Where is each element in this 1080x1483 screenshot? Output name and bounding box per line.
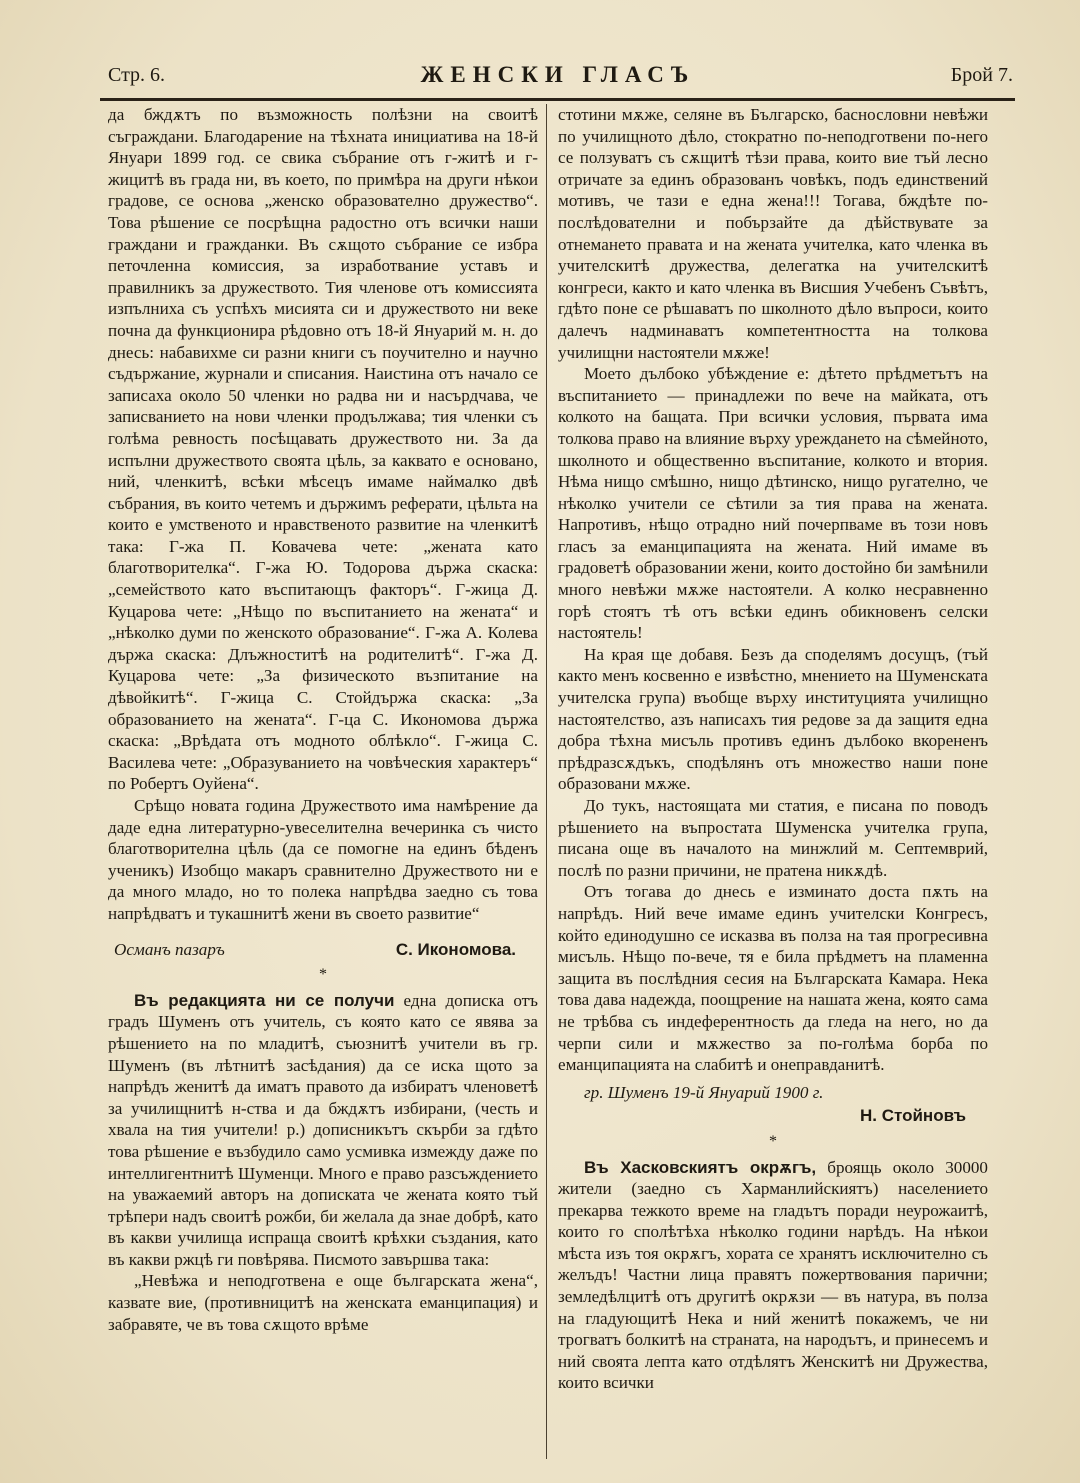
signature-place: Османъ пазаръ — [114, 939, 225, 959]
right-column — [558, 104, 988, 1394]
article-lead: Въ Хасковскиятъ окрѫгъ, — [584, 1157, 817, 1177]
article-paragraph: Срѣщо новата година Дружеството има намѣрение да даде една литературно-увеселителна вечеринка съ чисто благотворителна цѣль (да се помогне на единъ бѣденъ ученикъ) Изобщо макаръ сравнително Дружеството ни е да много младо, но то полека напрѣдва заедно съ това напрѣдватъ и тукашнитѣ жени въ своето развитие“ — [108, 796, 538, 923]
left-column — [108, 104, 538, 1335]
article-paragraph: До тукъ, настоящата ми статия, е писана по поводъ рѣшението на въпростата Шуменска учителка група, писана още въ началото на минжлий м. Септемврий, послѣ по разни причини, не пратена никѫдѣ. — [558, 796, 988, 880]
dateline: гр. Шуменъ 19-й Януарий 1900 г. — [584, 1082, 824, 1102]
header-rule — [100, 98, 1015, 101]
section-separator: * — [769, 1132, 777, 1150]
page-number: Стр. 6. — [108, 63, 166, 86]
section-separator: * — [319, 966, 327, 984]
masthead-title: ЖЕНСКИ ГЛАСЪ — [420, 62, 696, 87]
article-paragraph — [558, 1157, 988, 1395]
article-paragraph: стотини мѫже, селяне въ Българско, баснословни невѣжи по училищното дѣло, стократно по-неподготвени по-него се ползуватъ съ сѫщитѣ тѣзи права, които вие тъй лесно отричате за единъ образованъ човѣкъ, подъ единствений мотивъ, че тази е една жена!!! Тогава, бждѣте по-послѣдователни и побързайте да дѣйствувате за отнемането правата и на жената учителка, като членка въ учителскитѣ дружества, делегатка на учителскитѣ конгреси, както и като членка въ Висшия Учебенъ Съвѣтъ, гдѣто поне се рѣшаватъ по школното дѣло въпроси, които далечъ надминаватъ компетентността на толкова училищни настоятели мѫже! — [558, 105, 988, 362]
article-lead: Въ редакцията ни се получи — [134, 990, 395, 1010]
signature-line — [108, 939, 538, 961]
article-text: броящь около 30000 жители (заедно съ Харманлийскиятъ) населението прекарва тежкото време на гладътъ поради неурожаитѣ, които го сполѣтѣха нѣколко години нарѣдъ. На нѣкои мѣста изъ тоя окрѫгъ, хората се хранятъ исключително съ желъдъ! Частни лица правятъ пожертвования парични; земледѣлцитѣ отъ другитѣ окрѫзи — въ натура, въ полза на гладующитѣ Нека и ний женитѣ покажемъ, че ни трогватъ болкитѣ на страната, на народътъ, и принесемъ и ний своята лепта като отдѣлятъ Женскитѣ ни Дружества, които всички — [558, 1157, 988, 1393]
signature-author: С. Икономова. — [395, 939, 516, 959]
column-divider — [546, 104, 547, 1459]
issue-number: Брой 7. — [950, 63, 1013, 86]
page-header — [108, 58, 1013, 92]
signature-author: Н. Стойновъ — [859, 1106, 966, 1126]
article-paragraph: На края ще добавя. Безъ да споделямъ досущъ, (тъй както менъ косвенно е извѣстно, мнението на Шуменската учителска група) въобще върху институцията училищно настоятелство, азъ написахъ тия редове за да защитя една добра тѣхна мисъль противъ единъ дълбоко вкорененъ прѣдразсѫдъкъ, сподѣлянъ отъ множество наши поне образовани мѫже. — [558, 644, 988, 794]
article-text: една дописка отъ градъ Шуменъ отъ учитель, съ която като се явява за рѣшението на по младитѣ, съюзнитѣ учители въ гр. Шуменъ (въ лѣтнитѣ засѣдания) да се иска щото за напрѣдъ женитѣ да иматъ правото да избиратъ членоветѣ за училищнитѣ н-ства и да бждѫтъ избирани, (честь и хвала на тия учители! р.) дописникътъ скърби за гдѣто това рѣшение е възбудило само усмивка измежду даже по интеллигентнитѣ Шуменци. Много е право разсъждението на уважаемий авторъ на дописката че жената която тъй трѣпери надъ своитѣ рожби, би желала да знае добрѣ, като въ какви училища испраща своитѣ крѣхки създания, като въ какви ржцѣ ги повѣрява. Писмото завършва така: — [108, 990, 538, 1269]
article-paragraph: да бждѫтъ по възможность полѣзни на своитѣ съграждани. Благодарение на тѣхната инициатива на 18-й Януари 1899 год. се свика събрание отъ г-житѣ и г-жицитѣ въ града ни, въ което, по примѣра на други нѣкои градове, се основа „женско образователно дружество“. Това рѣшение се посрѣщна радостно отъ всички наши граждани и гражданки. Въ сѫщото събрание се избра петочленна комиссия, за изработвание уставъ и правилникъ за дружеството. Тия членове отъ комиссията изпълниха съ успѣхъ мисията си и дружеството ни веке почна да функционира рѣдовно отъ 18-й Януарий м. н. до днесь: набавихме си разни книги съ поучително и научно съдържание, журнали и списания. Наистина отъ начало се записаха около 50 членки но радва ни и насърдчава, че записванието на нови членки продължава; тия членки съ голѣма ревность посѣщавать дружеството ни. За да испълни дружеството своята цѣль, за каквато е основано, ний, членкитѣ, всѣки мѣсецъ имаме наймалко двѣ събрания, въ които четемъ и държимъ реферати, цѣльта на които е умственото и нравственото развитие на членкитѣ така: Г-жа П. Ковачева чете: „жената като благотворителка“. Г-жа Ю. Тодорова държа скаска: „семейството като въспитающъ факторъ“. Г-жица Д. Куцарова чете: „Нѣщо по въспитанието на жената“ и „нѣколко думи по женското образование“. Г-жа А. Колева държа скаска: Длъжноститѣ на родителитѣ“. Г-жа Д. Куцарова чете: „За физическото възпитание на дѣвойкитѣ“. Г-жица С. Стойдържа скаска: „За образованието на жената“. Г-ца С. Икономова държа скаска: „Врѣдата отъ модното облѣкло“. Г-жица С. Василева чете: „Образуванието на човѣческия характеръ“ по Робертъ Оуйена“. — [108, 105, 538, 794]
article-paragraph: „Невѣжа и неподготвена е още българската жена“, казвате вие, (противницитѣ на женската еманципация) и забравяте, че въ това сѫщото врѣме — [108, 1271, 538, 1334]
article-paragraph: Моето дълбоко убѣждение е: дѣтето прѣдметътъ на въспитанието — принадлежи по вече на майката, отъ колкото на бащата. При всички условия, първата има толкова право на влияние върху уреждането на сѣмейното, школното и общественно въспитание, колкото и втория. Нѣма нищо смѣшно, нищо дѣтинско, нищо ругателно, че нѣколко учители се сѣтили за тия права на жената. Напротивъ, нѣщо отрадно ний почерпваме въ този новъ гласъ за еманципацията на жената. Ний имаме въ градоветѣ образовании жени, които достойно би замѣнили много невѣжи мѫже настоятели. А колко несравненно горѣ стоятъ тѣ отъ всѣки единъ обикновенъ селски настоятель! — [558, 364, 988, 643]
article-paragraph: Отъ тогава до днесь е изминато доста пѫть на напрѣдъ. Ний вече имаме единъ учителски Конгресъ, който единодушно се исказва въ полза на тая прогресивна мисъль. Нѣщо по-вече, тя е била прѣдметъ на пламенна защита въ послѣдния сесия на Българската Камара. Нека това дава надежда, поощрение на нашата жена, която сама не трѣбва съ индеферентность да гледа на него, но да черпи сили и мѫжество за по-голѣма борба по еманципацията на слабитѣ и онеправданитѣ. — [558, 882, 988, 1075]
article-paragraph — [108, 990, 538, 1271]
